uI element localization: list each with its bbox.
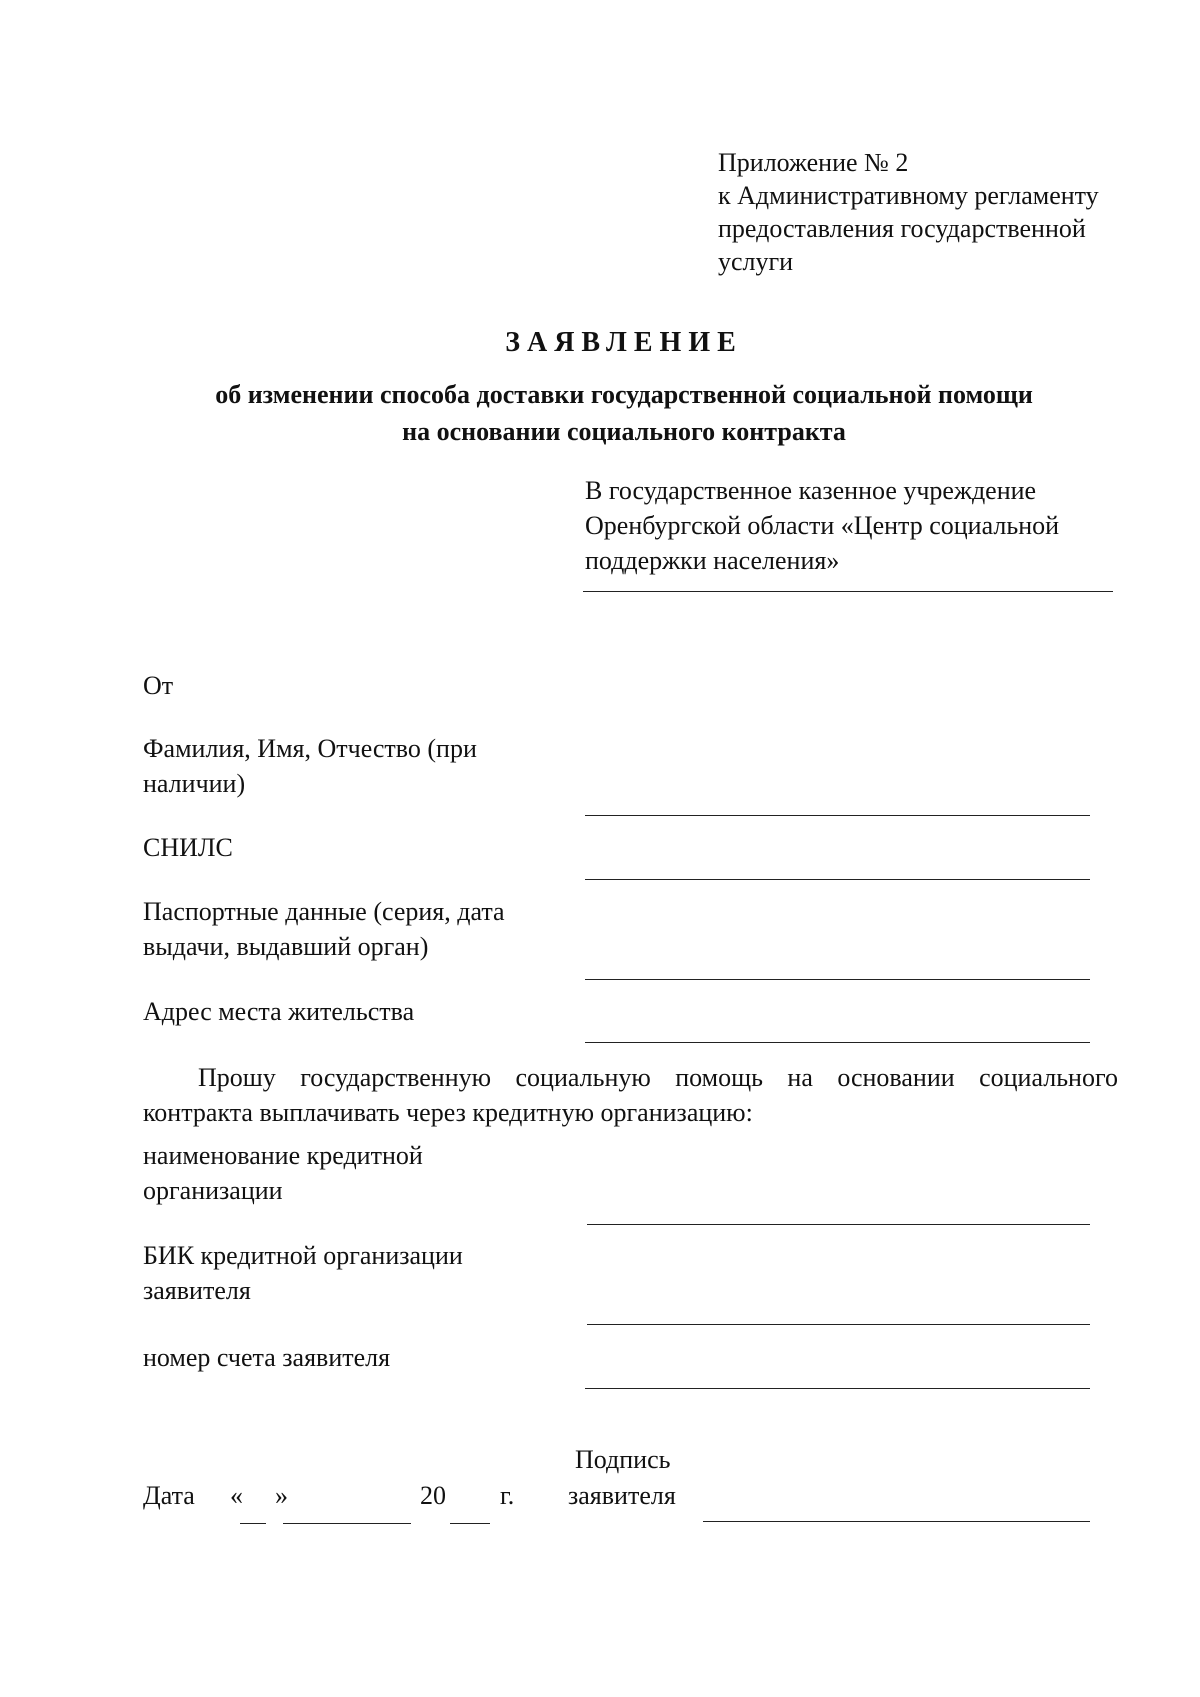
- passport-label: [143, 894, 505, 964]
- account-field-line[interactable]: [585, 1388, 1090, 1389]
- subtitle-line: об изменении способа доставки государственной социальной помощи: [215, 380, 1033, 409]
- bank-name-field-line[interactable]: [587, 1224, 1090, 1225]
- snils-field-line[interactable]: [585, 879, 1090, 880]
- account-label: [143, 1340, 390, 1375]
- annex-line: услуги: [718, 247, 794, 276]
- document-subtitle: [0, 376, 1200, 450]
- account-label-line: номер счета заявителя: [143, 1343, 391, 1372]
- from-label: От: [143, 671, 174, 700]
- request-line: контракта выплачивать через кредитную организацию:: [143, 1098, 753, 1127]
- address-label-line: Адрес места жительства: [143, 997, 415, 1026]
- addressee-underline: [583, 591, 1113, 592]
- request-line: Прошу государственную социальную помощь на основании социального: [198, 1063, 1118, 1092]
- bik-label: [143, 1238, 463, 1308]
- signature-label-line: Подпись: [575, 1445, 671, 1474]
- snils-label-line: СНИЛС: [143, 833, 233, 862]
- passport-label-line: выдачи, выдавший орган): [143, 932, 429, 961]
- annex-line: к Административному регламенту: [718, 181, 1099, 210]
- bank-name-label-line: наименование кредитной: [143, 1141, 423, 1170]
- address-field-line[interactable]: [585, 1042, 1090, 1043]
- date-label: Дата: [143, 1481, 195, 1510]
- bik-label-line: БИК кредитной организации: [143, 1241, 463, 1270]
- signature-label-2: [568, 1478, 676, 1513]
- year-prefix: 20: [420, 1481, 446, 1510]
- subtitle-line: на основании социального контракта: [402, 417, 846, 446]
- addressee-line: Оренбургской области «Центр социальной: [585, 511, 1060, 540]
- addressee-line: поддержки населения»: [585, 546, 840, 575]
- passport-field-line[interactable]: [585, 979, 1090, 980]
- fio-field-line[interactable]: [585, 815, 1090, 816]
- date-month-line[interactable]: [283, 1523, 411, 1524]
- snils-label: [143, 830, 233, 865]
- bik-field-line[interactable]: [587, 1324, 1090, 1325]
- addressee-block: [585, 473, 1059, 578]
- annex-line: Приложение № 2: [718, 148, 909, 177]
- annex-header: [718, 146, 1099, 278]
- year-suffix: г.: [500, 1481, 515, 1510]
- signature-label: [575, 1442, 670, 1477]
- signature-label-line: заявителя: [568, 1481, 676, 1510]
- bank-name-label-line: организации: [143, 1176, 283, 1205]
- bik-label-line: заявителя: [143, 1276, 251, 1305]
- bank-name-label: [143, 1138, 423, 1208]
- document-title: ЗАЯВЛЕНИЕ: [505, 327, 743, 358]
- fio-label-line: наличии): [143, 769, 246, 798]
- date-day-line[interactable]: [240, 1523, 266, 1524]
- signature-line[interactable]: [703, 1521, 1090, 1522]
- addressee-line: В государственное казенное учреждение: [585, 476, 1037, 505]
- address-label: [143, 994, 414, 1029]
- request-paragraph: [143, 1060, 1118, 1130]
- date-quote-close: »: [275, 1481, 288, 1510]
- date-quote-open: «: [230, 1481, 243, 1510]
- annex-line: предоставления государственной: [718, 214, 1086, 243]
- date-year-line[interactable]: [450, 1523, 490, 1524]
- passport-label-line: Паспортные данные (серия, дата: [143, 897, 505, 926]
- fio-label: [143, 731, 477, 801]
- fio-label-line: Фамилия, Имя, Отчество (при: [143, 734, 477, 763]
